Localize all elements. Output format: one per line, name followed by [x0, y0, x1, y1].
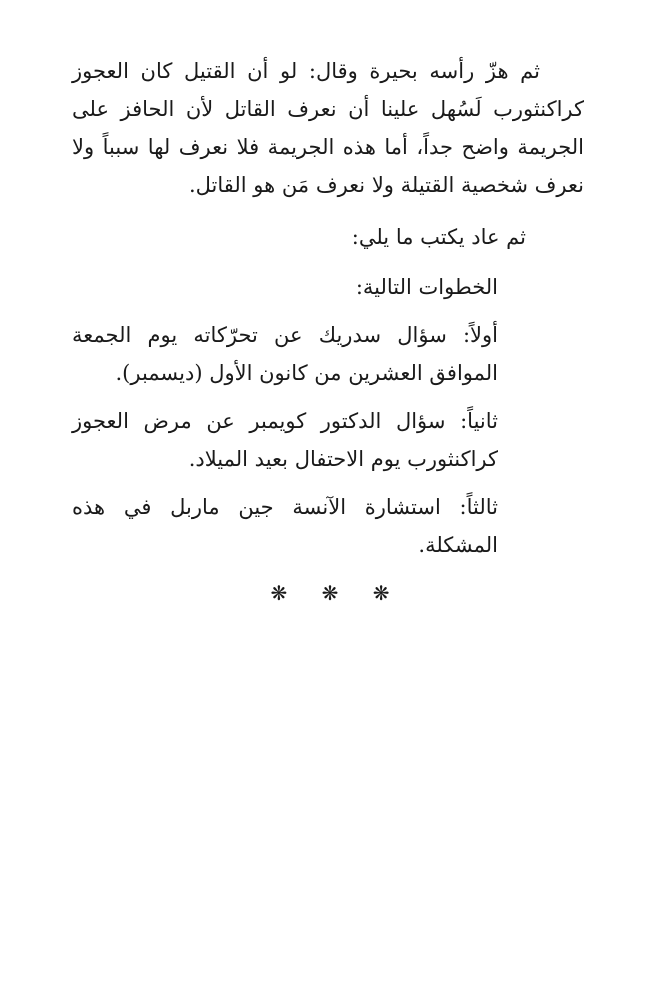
intro-paragraph: ثم هزّ رأسه بحيرة وقال: لو أن القتيل كان العجوز كراكنثورب لَسُهل علينا أن نعرف القاتل لأن الحافز على الجريمة واضح جداً، أما هذه الجريمة فلا نعرف لها سبباً ولا نعرف شخصية القتيلة ولا نعرف مَن هو القاتل.	[72, 59, 584, 197]
book-page	[72, 52, 584, 608]
writing-intro-paragraph: ثم عاد يكتب ما يلي:	[351, 225, 526, 249]
notes-list	[72, 268, 498, 564]
note-item-second: ثانياً: سؤال الدكتور كويمبر عن مرض العجوز كراكنثورب يوم الاحتفال بعيد الميلاد.	[72, 409, 498, 471]
section-separator: ❋ ❋ ❋	[270, 581, 404, 605]
note-item-third: ثالثاً: استشارة الآنسة جين ماربل في هذه المشكلة.	[72, 495, 498, 557]
notes-heading: الخطوات التالية:	[355, 275, 498, 299]
note-item-first: أولاً: سؤال سدريك عن تحرّكاته يوم الجمعة الموافق العشرين من كانون الأول (ديسمبر).	[72, 323, 498, 385]
